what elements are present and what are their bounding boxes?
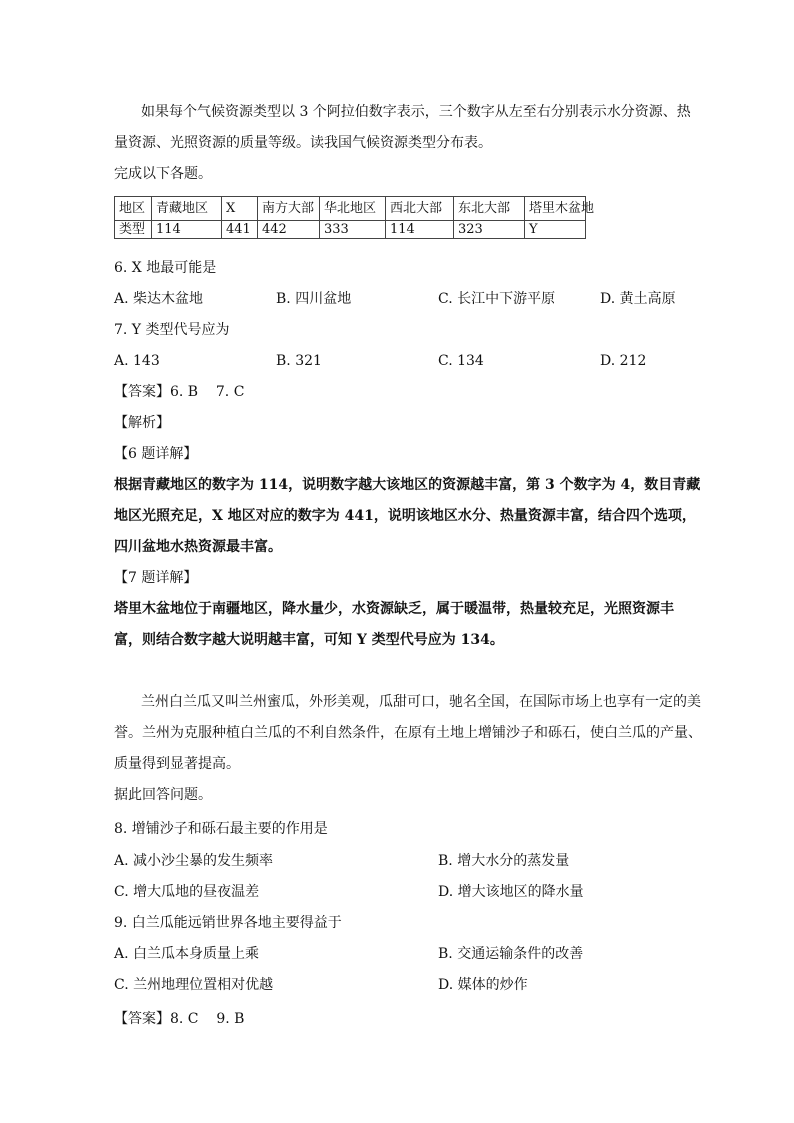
question-6-stem: 6. X 地最可能是: [114, 260, 217, 276]
detail-6-line-1: 根据青藏地区的数字为 114，说明数字越大该地区的资源越丰富，第 3 个数字为 4，数目青藏: [114, 477, 701, 493]
climate-type-table: [114, 196, 595, 239]
table-cell: 441: [222, 221, 258, 239]
question-8-option-d: D. 增大该地区的降水量: [438, 884, 584, 900]
table-cell: 114: [152, 221, 222, 239]
intro-line-3: 完成以下各题。: [114, 166, 212, 182]
table-cell: 东北大部: [454, 197, 525, 221]
table-row: [115, 197, 586, 221]
detail-6-line-3: 四川盆地水热资源最丰富。: [114, 539, 282, 555]
detail-7-line-1: 塔里木盆地位于南疆地区，降水量少，水资源缺乏，属于暖温带，热量较充足，光照资源丰: [114, 601, 674, 617]
passage-2-line-3: 质量得到显著提高。: [114, 756, 240, 772]
table-cell: Y: [525, 221, 586, 239]
table-cell: 114: [386, 221, 454, 239]
question-7-option-c: C. 134: [438, 353, 484, 369]
table-cell: 442: [258, 221, 320, 239]
question-9-option-d: D. 媒体的炒作: [438, 977, 528, 993]
table-cell: 华北地区: [320, 197, 386, 221]
passage-2-line-2: 誉。兰州为克服种植白兰瓜的不利自然条件，在原有土地上增铺沙子和砾石，使白兰瓜的产量、: [114, 725, 702, 741]
table-cell: 333: [320, 221, 386, 239]
question-8-option-c: C. 增大瓜地的昼夜温差: [114, 884, 260, 900]
passage-2-line-4: 据此回答问题。: [114, 787, 212, 803]
table-cell: 类型: [115, 221, 152, 239]
question-9-option-b: B. 交通运输条件的改善: [438, 946, 584, 962]
question-7-option-b: B. 321: [276, 353, 322, 369]
question-8-stem: 8. 增铺沙子和砾石最主要的作用是: [114, 821, 328, 837]
passage-2-line-1: 兰州白兰瓜又叫兰州蜜瓜，外形美观，瓜甜可口，驰名全国，在国际市场上也享有一定的美: [141, 694, 701, 710]
question-8-option-a: A. 减小沙尘暴的发生频率: [114, 853, 274, 869]
detail-6-title: 【6 题详解】: [114, 446, 198, 462]
question-8-option-b: B. 增大水分的蒸发量: [438, 853, 570, 869]
table-cell: X: [222, 197, 258, 221]
detail-6-line-2: 地区光照充足，X 地区对应的数字为 441，说明该地区水分、热量资源丰富，结合四个选项，: [114, 508, 696, 524]
intro-line-1: 如果每个气候资源类型以 3 个阿拉伯数字表示，三个数字从左至右分别表示水分资源、热: [141, 104, 691, 120]
question-6-option-a: A. 柴达木盆地: [114, 291, 204, 307]
table-cell: 地区: [115, 197, 152, 221]
table-cell: 塔里木盆地: [525, 197, 586, 221]
table-cell: 西北大部: [386, 197, 454, 221]
question-9-option-c: C. 兰州地理位置相对优越: [114, 977, 274, 993]
question-6-option-b: B. 四川盆地: [276, 291, 352, 307]
question-9-option-a: A. 白兰瓜本身质量上乘: [114, 946, 260, 962]
detail-7-line-2: 富，则结合数字越大说明越丰富，可知 Y 类型代号应为 134。: [114, 632, 504, 648]
answer-8-9: 【答案】8. C 9. B: [114, 1011, 245, 1027]
table-cell: 南方大部: [258, 197, 320, 221]
question-7-option-a: A. 143: [114, 353, 160, 369]
intro-line-2: 量资源、光照资源的质量等级。读我国气候资源类型分布表。: [114, 135, 492, 151]
question-7-stem: 7. Y 类型代号应为: [114, 322, 230, 338]
answer-6-7: 【答案】6. B 7. C: [114, 384, 245, 400]
detail-7-title: 【7 题详解】: [114, 570, 198, 586]
question-7-option-d: D. 212: [600, 353, 647, 369]
table-cell: 青藏地区: [152, 197, 222, 221]
question-6-option-c: C. 长江中下游平原: [438, 291, 556, 307]
question-6-option-d: D. 黄土高原: [600, 291, 676, 307]
table-cell: 323: [454, 221, 525, 239]
table-row: [115, 221, 586, 239]
question-9-stem: 9. 白兰瓜能远销世界各地主要得益于: [114, 915, 342, 931]
analysis-label: 【解析】: [114, 415, 170, 431]
